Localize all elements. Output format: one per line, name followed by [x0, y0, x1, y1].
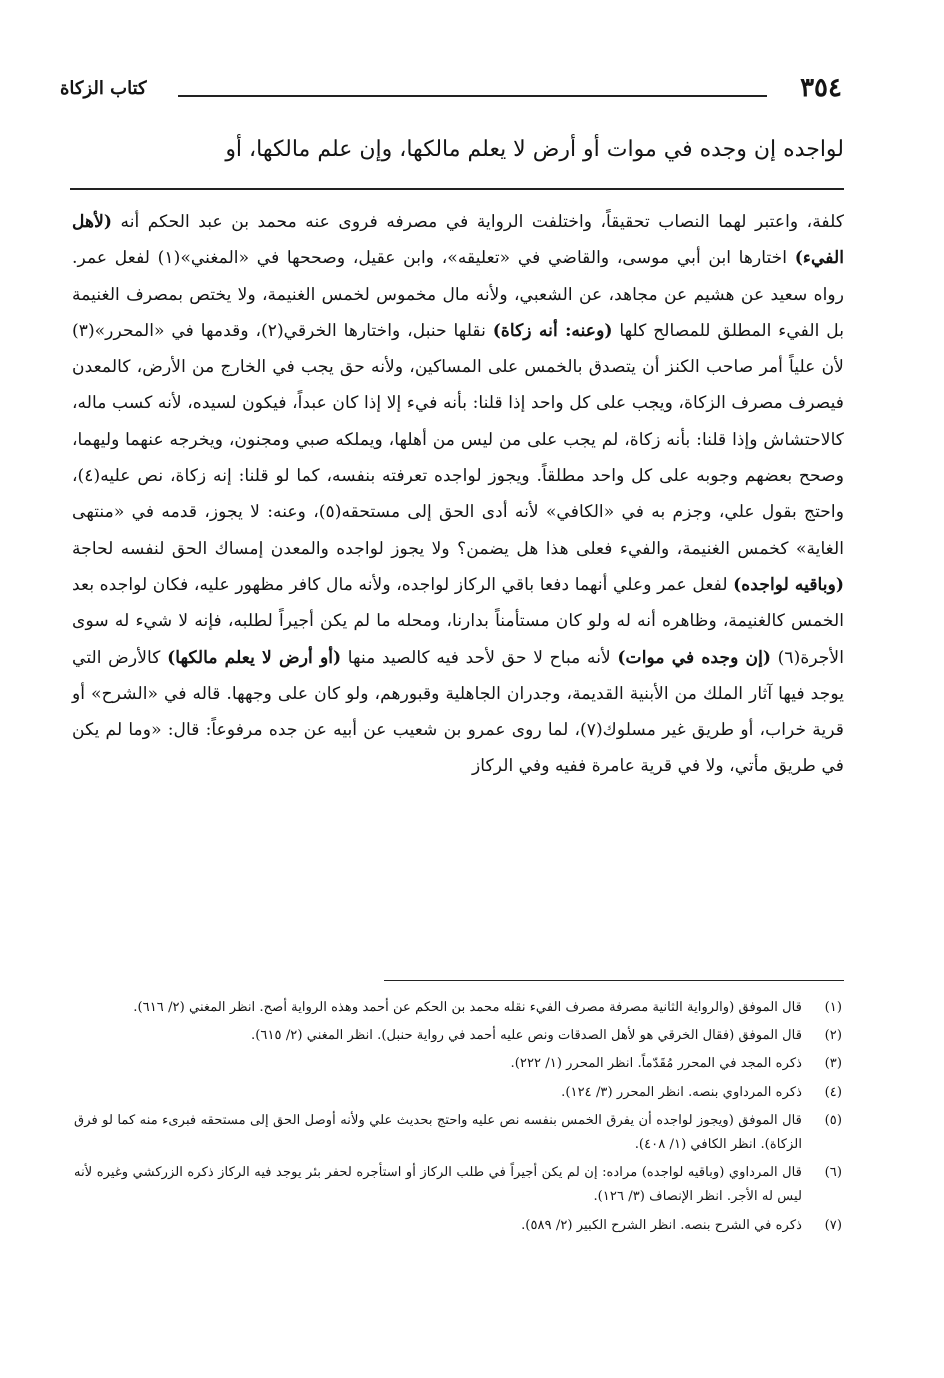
matn-text: لواجده إن وجده في موات أو أرض لا يعلم مالكها، وإن علم مالكها، أو [225, 137, 844, 162]
footnote [74, 1052, 842, 1076]
matn-divider [70, 188, 844, 190]
footnote [74, 1161, 842, 1209]
footnote-text: قال الموفق (فقال الخرقي هو لأهل الصدقات ونص عليه أحمد في رواية حنبل). انظر المغني (٢/ ٦١٥). [251, 1028, 802, 1044]
text-run: كالأرض التي يوجد فيها آثار الملك من الأبنية القديمة، وجدران الجاهلية وقبورهم، ولو كان على وجهها. قاله في «الشرح» أو قرية خراب، أو طريق غير مسلوك(٧)، لما روى عمرو بن شعيب عن أبيه عن جده مرفوعاً: قال: «وما لم يكن في طريق مأتي، ولا في قرية عامرة ففيه وفي الركاز [72, 647, 844, 777]
footnote-text: قال المرداوي (وباقيه لواجده) مراده: إن لم يكن أجيراً في طلب الركاز أو استأجره لحفر بئر يوجد فيه الركاز ذكره الزركشي وغيره لأنه ليس له الأجر. انظر الإنصاف (٣/ ١٢٦). [74, 1165, 802, 1205]
footnote-number: (٣) [824, 1056, 842, 1072]
bold-phrase: (لأهل الفيء) [72, 212, 844, 269]
bold-phrase: (إن وجده في موات) [617, 647, 772, 668]
footnote [74, 1081, 842, 1105]
footnote-number: (٥) [824, 1112, 842, 1128]
footnote-text: قال الموفق (والرواية الثانية مصرفة مصرف الفيء نقله محمد بن الحكم عن أحمد وهذه الرواية أصح. انظر المغني (٢/ ٦١٦). [133, 1000, 802, 1015]
bold-phrase: (وباقيه لواجده) [733, 574, 845, 595]
footnote-number: (٤) [824, 1084, 842, 1100]
text-run: نقلها حنبل، واختارها الخرقي(٢)، وقدمها في «المحرر»(٣) لأن علياً أمر صاحب الكنز أن يتصدق بالخمس على المساكين، ولأنه حق يجب في الخارج من الأرض، كالمعدن فيصرف مصرف الزكاة، ويجب على كل واحد إذا قلنا: بأنه فيء إلا إذا كان عبداً، فيكون لسيده، لأنه كسب ماله، كالاحتشاش وإذا قلنا: بأنه زكاة، لم يجب على من ليس من أهلها، ويملكه صبي ومجنون، ويخرجه عنهما وليهما، وصحح بعضهم وجوبه على كل واحد مطلقاً. ويجوز لواجده تعرفته بنفسه، كما لو قلنا: إنه زكاة، نص عليه(٤)، واحتج بقول علي، وجزم به في «الكافي» لأنه أدى الحق إلى مستحقه(٥)، وعنه: لا يجوز، قدمه في «منتهى الغاية» كخمس الغنيمة، والفيء فعلى هذا هل يضمن؟ ولا يجوز لواجده والمعدن إمساك الحق لنفسه لحاجة [72, 320, 845, 559]
footnote [74, 1024, 842, 1048]
text-run: اختارها ابن أبي موسى، والقاضي في «تعليقه»، وابن عقيل، وصححها في «المغني»(١) لفعل عمر. رواه سعيد عن هشيم عن مجاهد، عن الشعبي، ولأنه مال مخموس لخمس الغنيمة، ولا يختص بمصرف الغنيمة بل الفيء المطلق للمصالح كلها [72, 248, 845, 341]
footnote-number: (٦) [824, 1165, 842, 1181]
page-number: ٣٥٤ [800, 73, 842, 103]
text-run: كلفة، واعتبر لهما النصاب تحقيقاً، واختلفت الرواية في مصرفه فروى عنه محمد بن عبد الحكم أنه [120, 212, 844, 232]
text-run: لأنه مباح لا حق لأحد فيه كالصيد منها [347, 647, 611, 668]
commentary-paragraph [72, 204, 844, 785]
commentary-body [72, 204, 844, 785]
footnote [74, 1214, 842, 1238]
footnote [74, 1109, 842, 1157]
bold-phrase: (أو أرض لا يعلم مالكها) [167, 647, 342, 668]
footnotes-divider [384, 980, 844, 981]
page-header [60, 70, 842, 110]
footnote-text: ذكره في الشرح بنصه. انظر الشرح الكبير (٢/ ٥٨٩). [521, 1217, 802, 1233]
footnote-text: ذكره المرداوي بنصه. انظر المحرر (٣/ ١٢٤). [561, 1084, 802, 1100]
bold-phrase: (وعنه: أنه زكاة) [492, 320, 613, 341]
text-run: لفعل عمر وعلي أنهما دفعا باقي الركاز لواجده، ولأنه مال كافر مظهور عليه، فكان لواجده بعد الخمس كالغنيمة، وظاهره أنه له ولو كان مستأمناً بدارنا، ومحله ما لم يكن أجيراً لطلبه، فإنه لا شيء له سوى الأجرة(٦) [72, 574, 845, 668]
footnote-text: قال الموفق (ويجوز لواجده أن يفرق الخمس بنفسه نص عليه واحتج بحديث علي ولأنه أوصل الحق إلى مستحقه فبرىء منه كما لو فرق الزكاة). انظر الكافي (١/ ٤٠٨). [74, 1112, 802, 1153]
footnote-text: ذكره المجد في المحرر مُقَدّماً. انظر المحرر (١/ ٢٢٢). [510, 1056, 802, 1072]
book-title: كتاب الزكاة [60, 78, 147, 99]
footnote-number: (٢) [824, 1028, 842, 1044]
footnotes [74, 996, 842, 1242]
footnote [74, 996, 842, 1020]
footnote-number: (١) [824, 1000, 842, 1015]
header-rule [178, 95, 767, 97]
footnote-number: (٧) [824, 1217, 842, 1233]
